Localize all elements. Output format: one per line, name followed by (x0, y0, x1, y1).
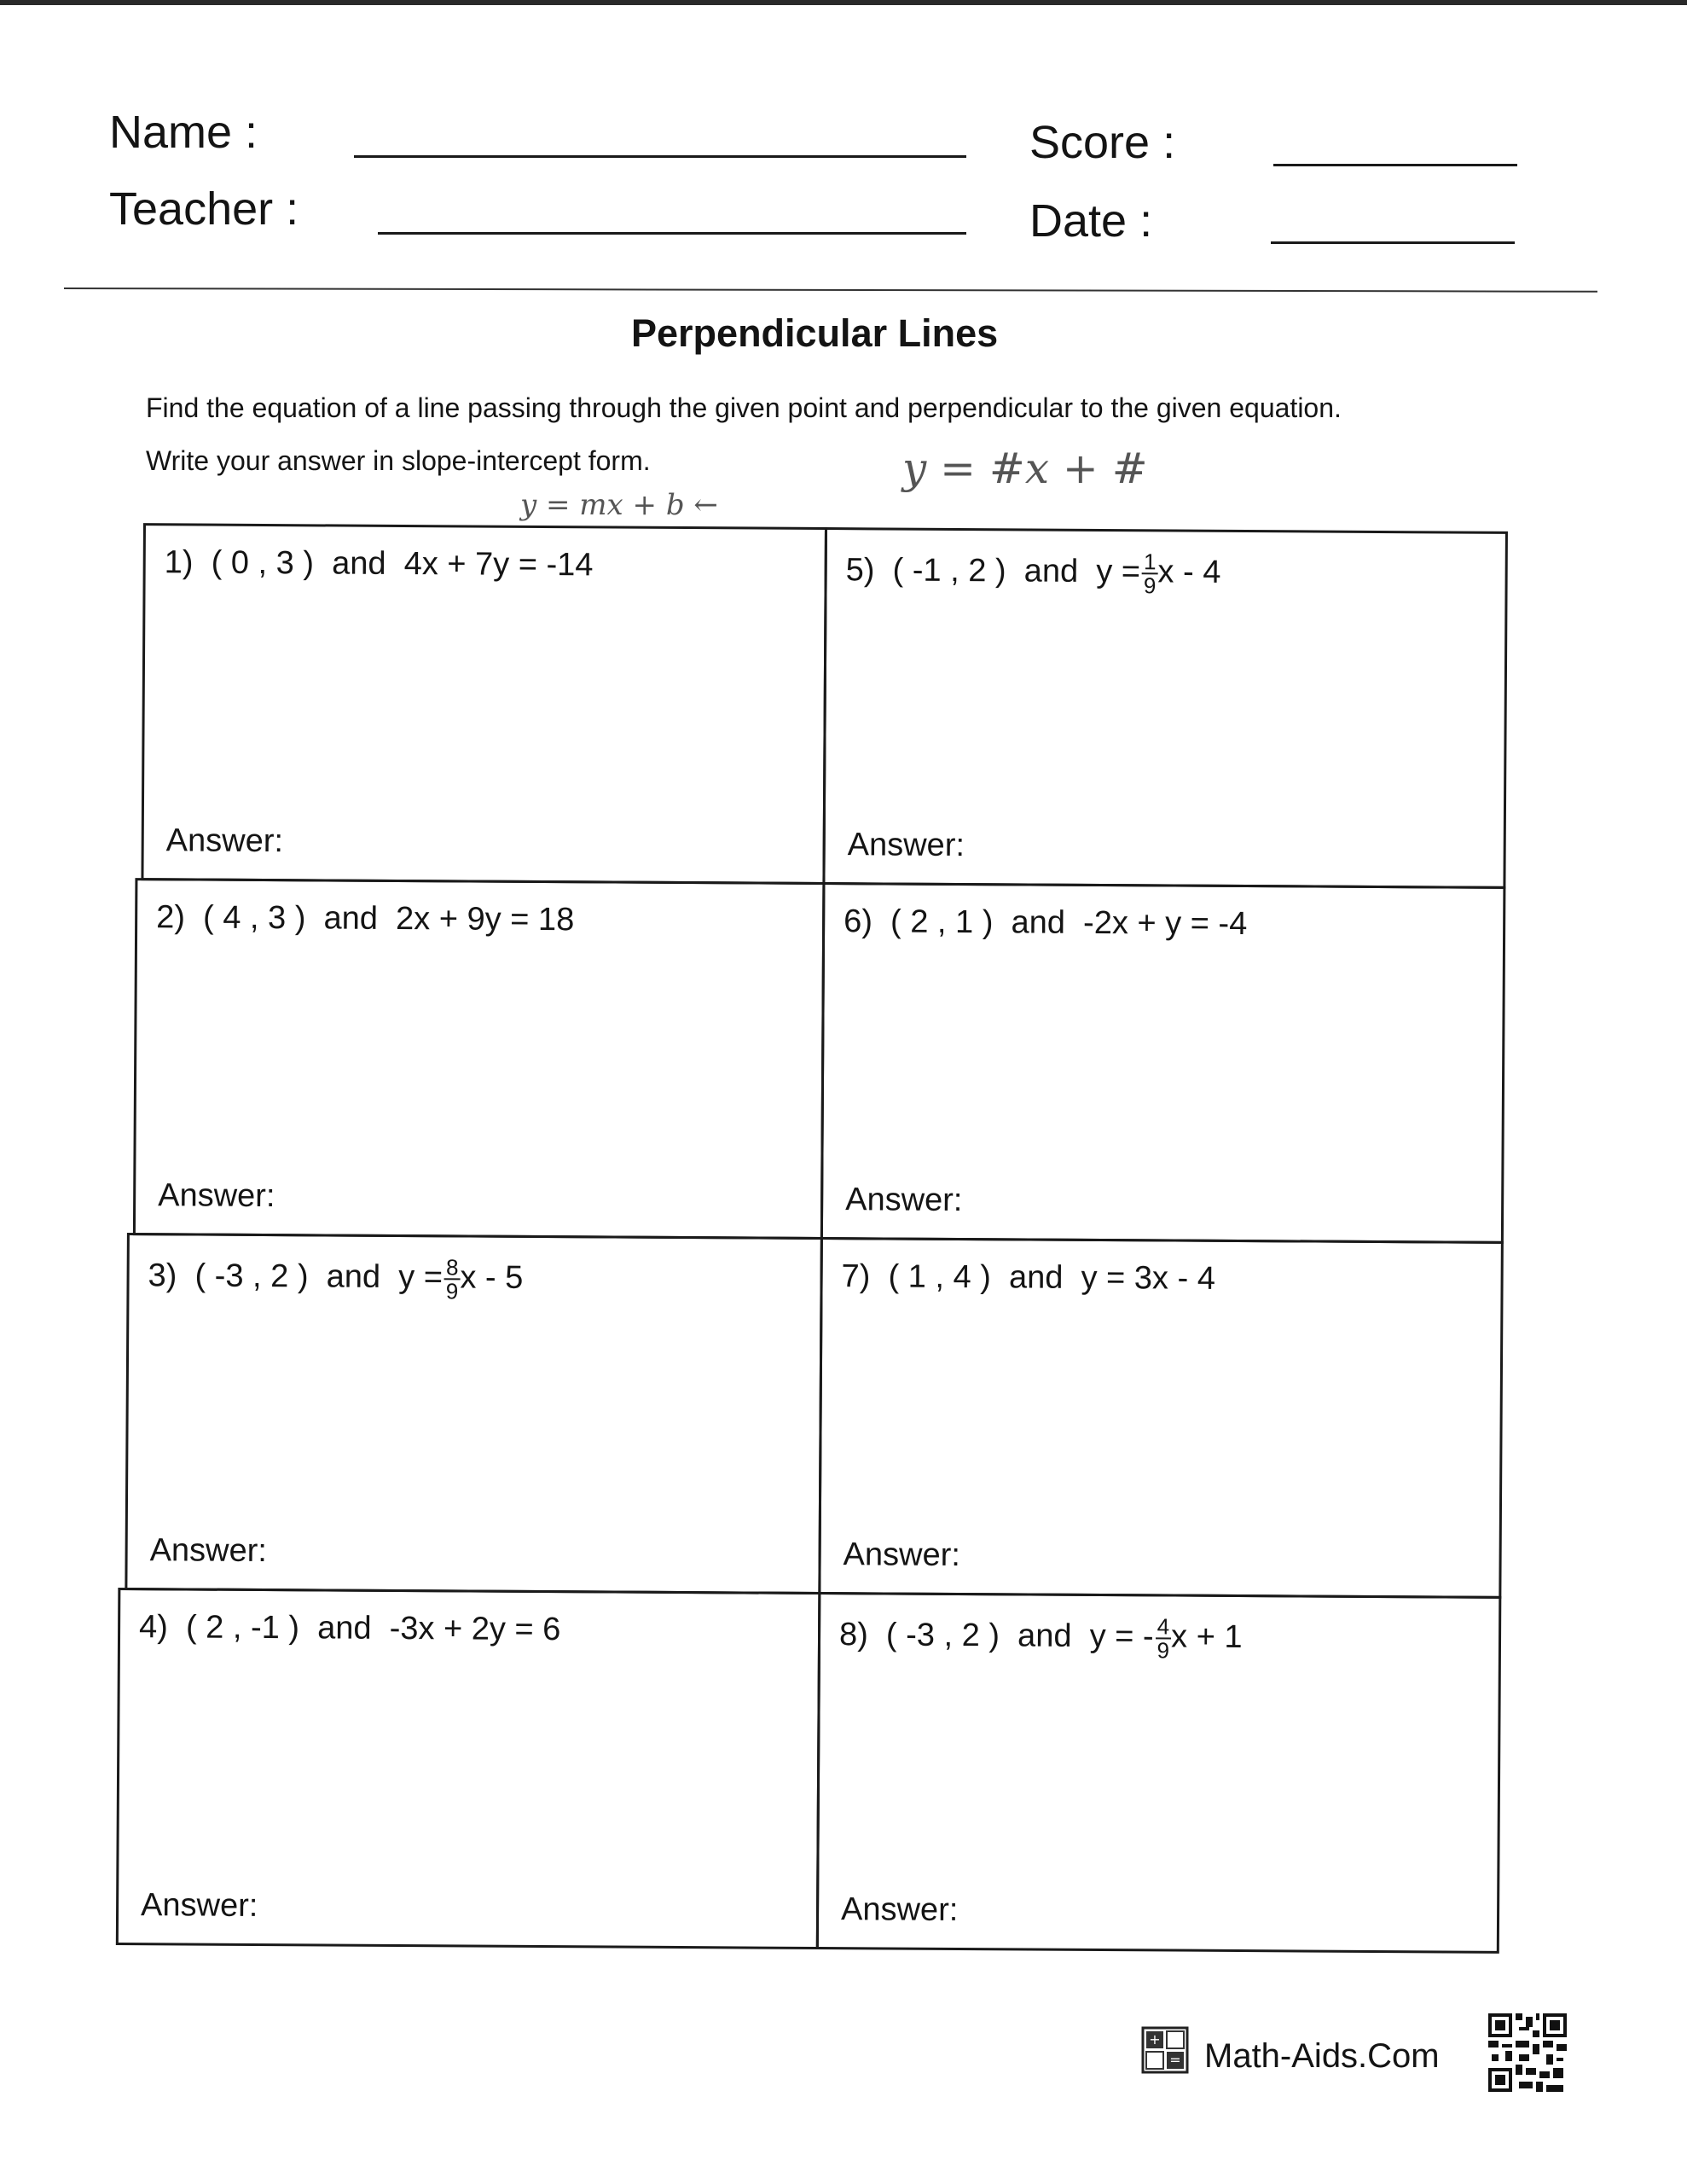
page-title: Perpendicular Lines (631, 311, 999, 355)
teacher-label: Teacher : (109, 183, 299, 235)
problem-3-text: 3) ( -3 , 2 ) and y = $\frac{8}{9}$ x - 5 (148, 1254, 524, 1304)
handwritten-note-slope-intercept: y = mx + b ← (520, 488, 718, 522)
problem-cell-8 (816, 1592, 1502, 1954)
footer-site-name: Math-Aids.Com (1204, 2037, 1440, 2075)
problem-cell-3 (125, 1233, 823, 1594)
answer-label: Answer: (843, 1536, 961, 1574)
problem-5-text: 5) ( -1 , 2 ) and y = $\frac{1}{9}$ x - 4 (845, 549, 1221, 599)
problem-cell-4 (116, 1588, 821, 1949)
svg-text:+: + (1149, 2031, 1161, 2048)
problem-cell-5 (822, 527, 1508, 889)
problem-8-text: 8) ( -3 , 2 ) and y = - $\frac{4}{9}$ x + 1 (838, 1613, 1243, 1664)
problem-4-text: 4) ( 2 , -1 ) and -3x + 2y = 6 (138, 1609, 561, 1648)
teacher-field[interactable] (378, 232, 966, 235)
handwritten-note-form: y = #x + # (902, 444, 1148, 493)
scan-top-edge (0, 0, 1687, 5)
svg-text:=: = (1169, 2052, 1181, 2068)
problem-cell-6 (820, 882, 1506, 1244)
name-label: Name : (109, 107, 258, 158)
score-label: Score : (1029, 117, 1176, 168)
answer-label: Answer: (847, 827, 965, 864)
answer-label: Answer: (149, 1532, 268, 1570)
instructions-line-2: Write your answer in slope-intercept form. (146, 445, 651, 476)
instructions-line-1: Find the equation of a line passing through the given point and perpendicular to the given equation. (146, 392, 1342, 423)
problem-cell-2 (133, 878, 826, 1240)
fraction: $\frac{8}{9}$ (445, 1254, 459, 1304)
answer-label: Answer: (158, 1177, 275, 1215)
problem-cell-7 (818, 1237, 1504, 1599)
fraction: $\frac{4}{9}$ (1157, 1613, 1170, 1664)
score-field[interactable] (1273, 164, 1517, 166)
answer-label: Answer: (840, 1891, 959, 1929)
problem-6-text: 6) ( 2 , 1 ) and -2x + y = -4 (844, 903, 1248, 943)
date-field[interactable] (1271, 241, 1515, 244)
answer-label: Answer: (845, 1182, 963, 1219)
answer-label: Answer: (140, 1887, 258, 1924)
calculator-icon (1141, 2026, 1189, 2074)
header-divider (64, 288, 1597, 293)
date-label: Date : (1029, 195, 1153, 247)
problem-2-text: 2) ( 4 , 3 ) and 2x + 9y = 18 (156, 899, 575, 938)
problem-grid (116, 523, 1508, 1951)
name-field[interactable] (354, 155, 966, 158)
fraction: $\frac{1}{9}$ (1143, 549, 1157, 599)
problem-1-text: 1) ( 0 , 3 ) and 4x + 7y = -14 (164, 544, 594, 584)
problem-7-text: 7) ( 1 , 4 ) and y = 3x - 4 (841, 1258, 1216, 1297)
answer-label: Answer: (165, 822, 284, 860)
qr-code-icon (1488, 2013, 1567, 2092)
problem-cell-1 (141, 523, 827, 885)
